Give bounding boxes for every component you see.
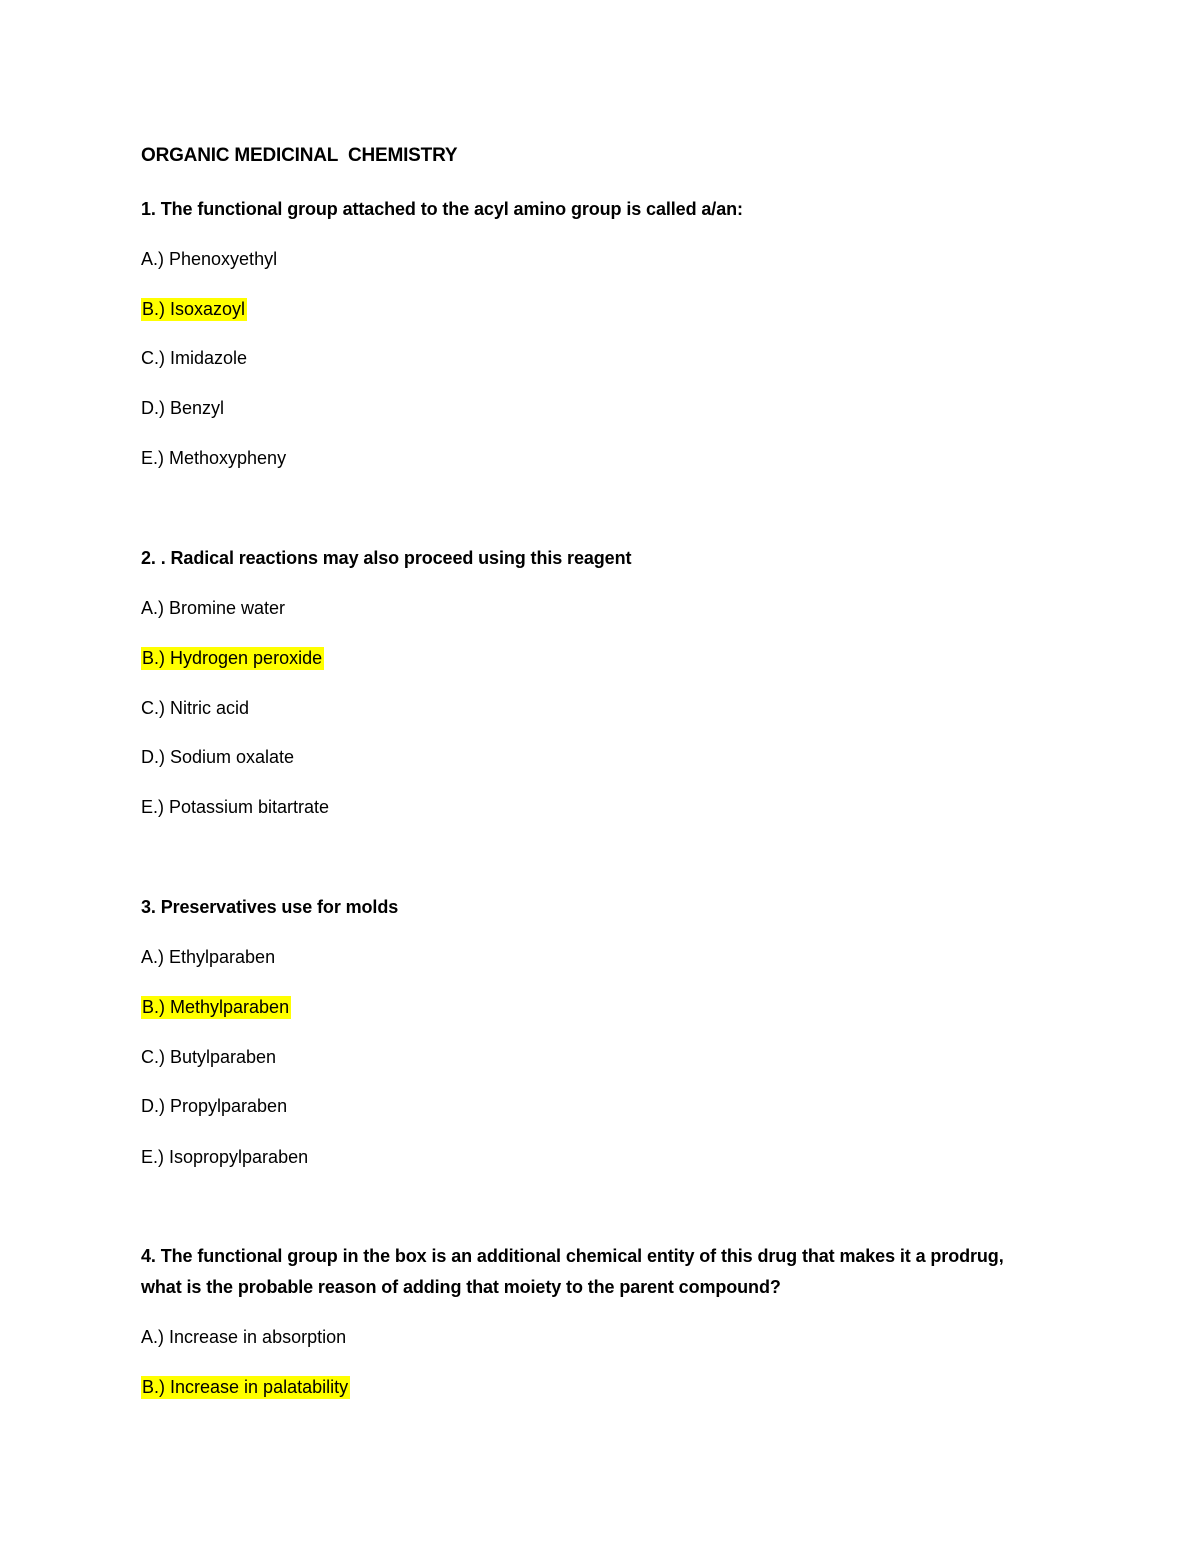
highlighted-answer: B.) Increase in palatability: [142, 1377, 349, 1397]
question-2-option-c: [141, 696, 249, 720]
question-1-option-d: [141, 396, 224, 420]
question-2-option-b-highlighted: [141, 646, 324, 670]
question-2-option-d: [141, 745, 294, 769]
question-3-option-b-highlighted: [141, 995, 291, 1019]
option-text: D.) Benzyl: [141, 398, 225, 418]
question-2-prompt: 2. . Radical reactions may also proceed using this reagent: [141, 548, 632, 568]
option-text: E.) Potassium bitartrate: [141, 797, 330, 817]
question-1-option-e: [141, 446, 286, 470]
option-text: D.) Sodium oxalate: [141, 747, 295, 767]
question-2-option-a: [141, 596, 285, 620]
question-4-option-a: [141, 1325, 346, 1349]
option-text: A.) Bromine water: [141, 598, 286, 618]
option-text: A.) Phenoxyethyl: [141, 249, 278, 269]
option-text: A.) Ethylparaben: [141, 947, 276, 967]
question-4-option-b-highlighted: [141, 1375, 350, 1399]
highlighted-answer: B.) Hydrogen peroxide: [142, 648, 323, 668]
question-1-prompt: 1. The functional group attached to the acyl amino group is called a/an:: [141, 199, 743, 219]
option-text: E.) Methoxypheny: [141, 448, 287, 468]
question-3-option-d: [141, 1094, 287, 1118]
highlighted-answer: B.) Isoxazoyl: [142, 299, 246, 319]
option-text: C.) Butylparaben: [141, 1047, 277, 1067]
highlighted-answer: B.) Methylparaben: [142, 997, 290, 1017]
question-2-option-e: [141, 795, 329, 819]
question-3-option-a: [141, 945, 275, 969]
option-text: A.) Increase in absorption: [141, 1327, 347, 1347]
document-title: ORGANIC MEDICINAL CHEMISTRY: [141, 145, 458, 166]
question-3-option-e: [141, 1145, 308, 1169]
question-3-prompt: 3. Preservatives use for molds: [141, 897, 399, 917]
option-text: C.) Nitric acid: [141, 698, 250, 718]
question-4-prompt-line-1: 4. The functional group in the box is an additional chemical entity of this drug that makes it a prodrug,: [141, 1246, 1004, 1266]
option-text: D.) Propylparaben: [141, 1096, 288, 1116]
question-1-option-c: [141, 346, 247, 370]
option-text: E.) Isopropylparaben: [141, 1147, 309, 1167]
question-3-option-c: [141, 1045, 276, 1069]
question-1-option-b-highlighted: [141, 297, 247, 321]
option-text: C.) Imidazole: [141, 348, 248, 368]
question-1-option-a: [141, 247, 277, 271]
question-4-prompt-line-2: what is the probable reason of adding that moiety to the parent compound?: [141, 1277, 781, 1297]
